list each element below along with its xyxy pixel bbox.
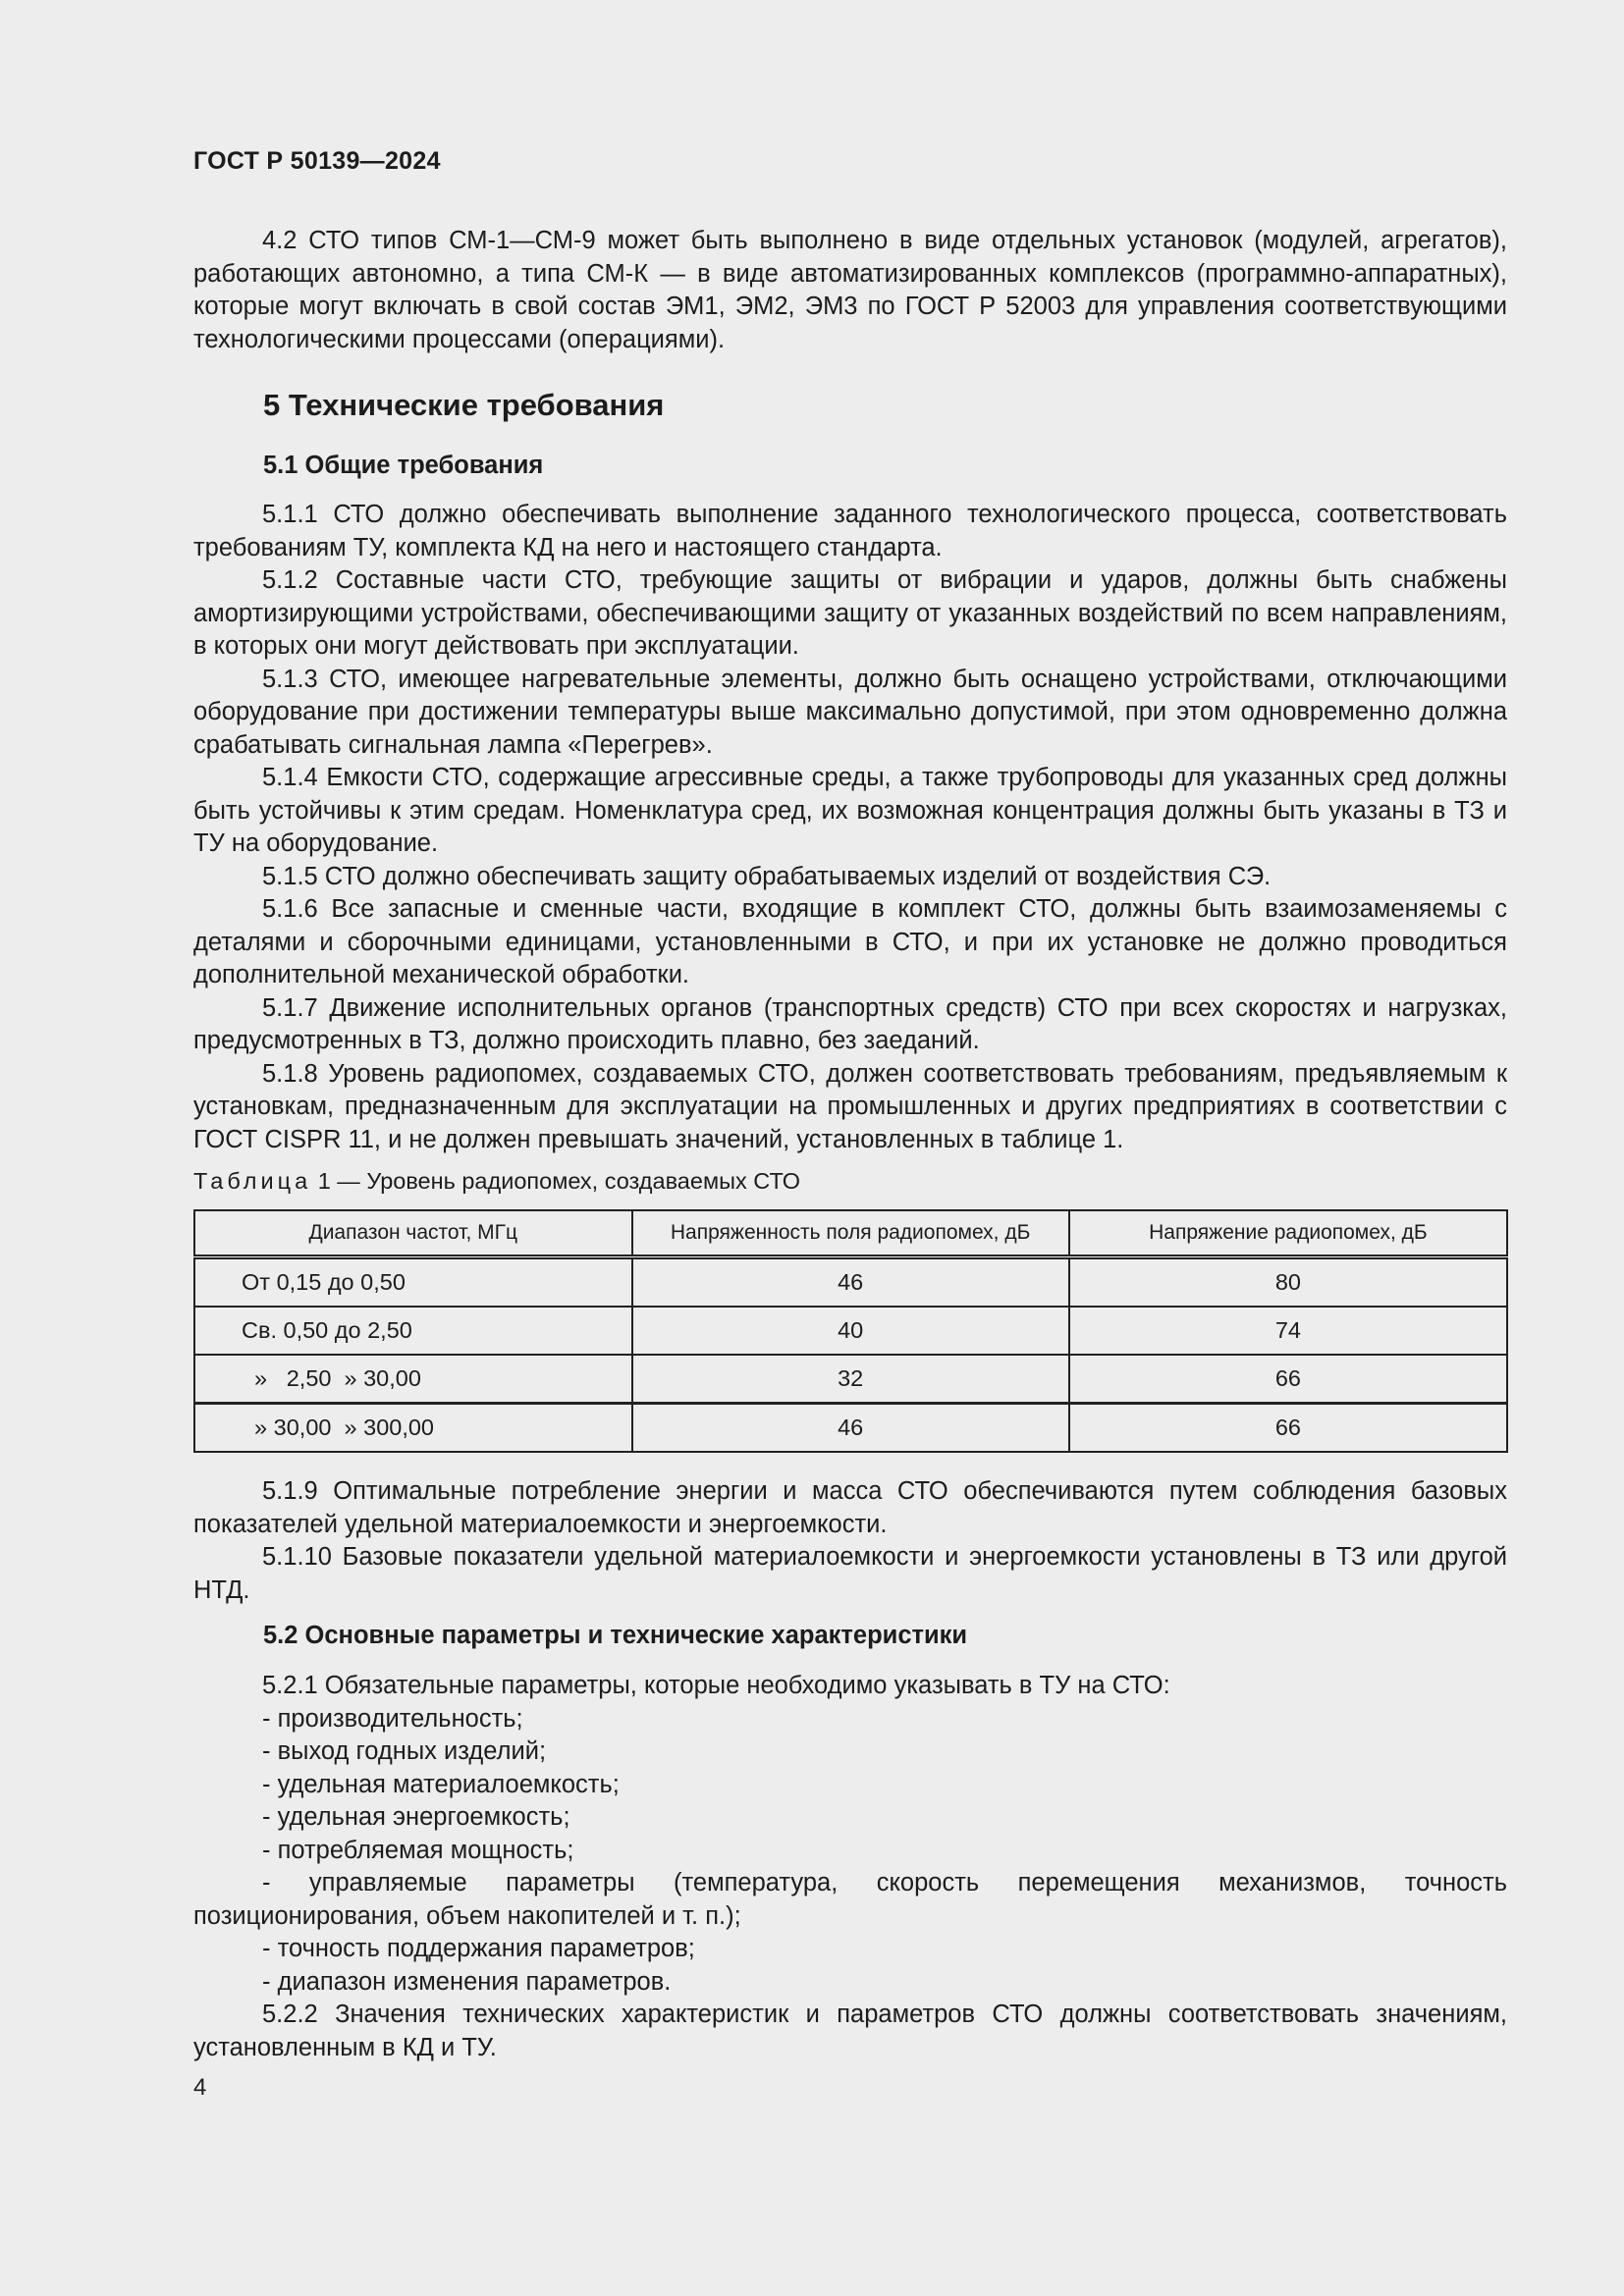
list-item: - выход годных изделий;	[262, 1737, 547, 1765]
list-item: - потребляемая мощность;	[262, 1836, 574, 1864]
table-cell: 74	[1069, 1307, 1507, 1355]
subsection-5-2-title: 5.2 Основные параметры и технические характеристики	[263, 1622, 968, 1649]
table-header-cell: Напряженность поля радиопомех, дБ	[632, 1210, 1069, 1257]
table-header-cell: Диапазон частот, МГц	[194, 1210, 632, 1257]
table-cell: 32	[632, 1355, 1069, 1404]
paragraph-5-1-8: 5.1.8 Уровень радиопомех, создаваемых СТО, должен соответствовать требованиям, предъявляемым к установкам, предназначенным для эксплуатации на промышленных и других предприятиях в соответствии с ГОСТ CISPR 11, и не должен превышать значений, установленных в таблице 1.	[193, 1059, 1507, 1153]
table-cell: 66	[1069, 1404, 1507, 1453]
table-1-caption	[193, 1168, 800, 1195]
table-cell: 46	[632, 1257, 1069, 1308]
table-row	[194, 1404, 1507, 1453]
table-cell-range: Св. 0,50 до 2,50	[194, 1307, 632, 1355]
subsection-5-1-title: 5.1 Общие требования	[263, 452, 544, 479]
table-1	[193, 1209, 1508, 1453]
paragraph-5-2-1: 5.2.1 Обязательные параметры, которые необходимо указывать в ТУ на СТО:	[262, 1672, 1170, 1699]
list-item: - производительность;	[262, 1704, 523, 1733]
list-item: - точность поддержания параметров;	[262, 1935, 695, 1962]
table-1-caption-word: Таблица	[193, 1168, 312, 1194]
table-row	[194, 1355, 1507, 1404]
table-cell: 46	[632, 1404, 1069, 1453]
section-5-title: 5 Технические требования	[263, 388, 665, 422]
paragraph-4-2-block	[193, 225, 1507, 356]
paragraph-5-1-3: 5.1.3 СТО, имеющее нагревательные элементы, должно быть оснащено устройствами, отключающими оборудование при достижении температуры выше максимально допустимой, при этом одновременно должна срабатывать сигнальная лампа «Перегрев».	[193, 665, 1507, 759]
table-row	[194, 1307, 1507, 1355]
list-item: - диапазон изменения параметров.	[262, 1967, 672, 1996]
paragraph-5-1-1: 5.1.1 СТО должно обеспечивать выполнение заданного технологического процесса, соответствовать требованиям ТУ, комплекта КД на него и настоящего стандарта.	[193, 501, 1507, 561]
paragraph-5-1-4: 5.1.4 Емкости СТО, содержащие агрессивные среды, а также трубопроводы для указанных сред должны быть устойчивы к этим средам. Номенклатура сред, их возможная концентрация должны быть указаны в ТЗ и ТУ на оборудование.	[193, 764, 1507, 857]
table-cell: 40	[632, 1307, 1069, 1355]
table-cell-range: » 30,00 » 300,00	[194, 1404, 632, 1453]
table-cell: 66	[1069, 1355, 1507, 1404]
table-1-caption-text: 1 — Уровень радиопомех, создаваемых СТО	[317, 1168, 801, 1194]
paragraph-5-1-9: 5.1.9 Оптимальные потребление энергии и масса СТО обеспечиваются путем соблюдения базовых показателей удельной материалоемкости и энергоемкости.	[193, 1477, 1507, 1538]
paragraph-5-1-5: 5.1.5 СТО должно обеспечивать защиту обрабатываемых изделий от воздействия СЭ.	[262, 862, 1272, 890]
document-id-header: ГОСТ Р 50139—2024	[193, 147, 441, 175]
paragraph-4-2: 4.2 СТО типов СМ-1—СМ-9 может быть выполнено в виде отдельных установок (модулей, агрегатов), работающих автономно, а типа СМ-К — в виде автоматизированных комплексов (программно-аппаратных), которые могут включать в свой состав ЭМ1, ЭМ2, ЭМ3 по ГОСТ Р 52003 для управления соответствующими технологическими процессами (операциями).	[193, 227, 1507, 353]
page-number: 4	[193, 2074, 207, 2101]
table-cell-range: » 2,50 » 30,00	[194, 1355, 632, 1404]
table-header-cell: Напряжение радиопомех, дБ	[1069, 1210, 1507, 1257]
subsection-5-1-paragraphs	[193, 499, 1507, 1156]
table-cell-range: От 0,15 до 0,50	[194, 1257, 632, 1308]
subsection-5-2-content	[193, 1670, 1507, 2064]
paragraph-5-1-6: 5.1.6 Все запасные и сменные части, входящие в комплект СТО, должны быть взаимозаменяемы с деталями и сборочными единицами, установленными в СТО, и при их установке не должно проводиться дополнительной механической обработки.	[193, 895, 1507, 988]
paragraph-5-1-2: 5.1.2 Составные части СТО, требующие защиты от вибрации и ударов, должны быть снабжены амортизирующими устройствами, обеспечивающими защиту от указанных воздействий по всем направлениям, в которых они могут действовать при эксплуатации.	[193, 566, 1507, 660]
list-item: - удельная энергоемкость;	[262, 1803, 570, 1831]
table-cell: 80	[1069, 1257, 1507, 1308]
list-item: - удельная материалоемкость;	[262, 1770, 620, 1798]
paragraphs-after-table	[193, 1475, 1507, 1607]
table-header-row	[194, 1210, 1507, 1257]
paragraph-5-1-7: 5.1.7 Движение исполнительных органов (транспортных средств) СТО при всех скоростях и нагрузках, предусмотренных в ТЗ, должно происходить плавно, без заеданий.	[193, 993, 1507, 1054]
paragraph-5-2-2: 5.2.2 Значения технических характеристик и параметров СТО должны соответствовать значениям, установленным в КД и ТУ.	[193, 2001, 1507, 2061]
table-row	[194, 1257, 1507, 1308]
list-item: - управляемые параметры (температура, скорость перемещения механизмов, точность позиционирования, объем накопителей и т. п.);	[193, 1869, 1507, 1930]
paragraph-5-1-10: 5.1.10 Базовые показатели удельной материалоемкости и энергоемкости установлены в ТЗ или другой НТД.	[193, 1543, 1507, 1604]
